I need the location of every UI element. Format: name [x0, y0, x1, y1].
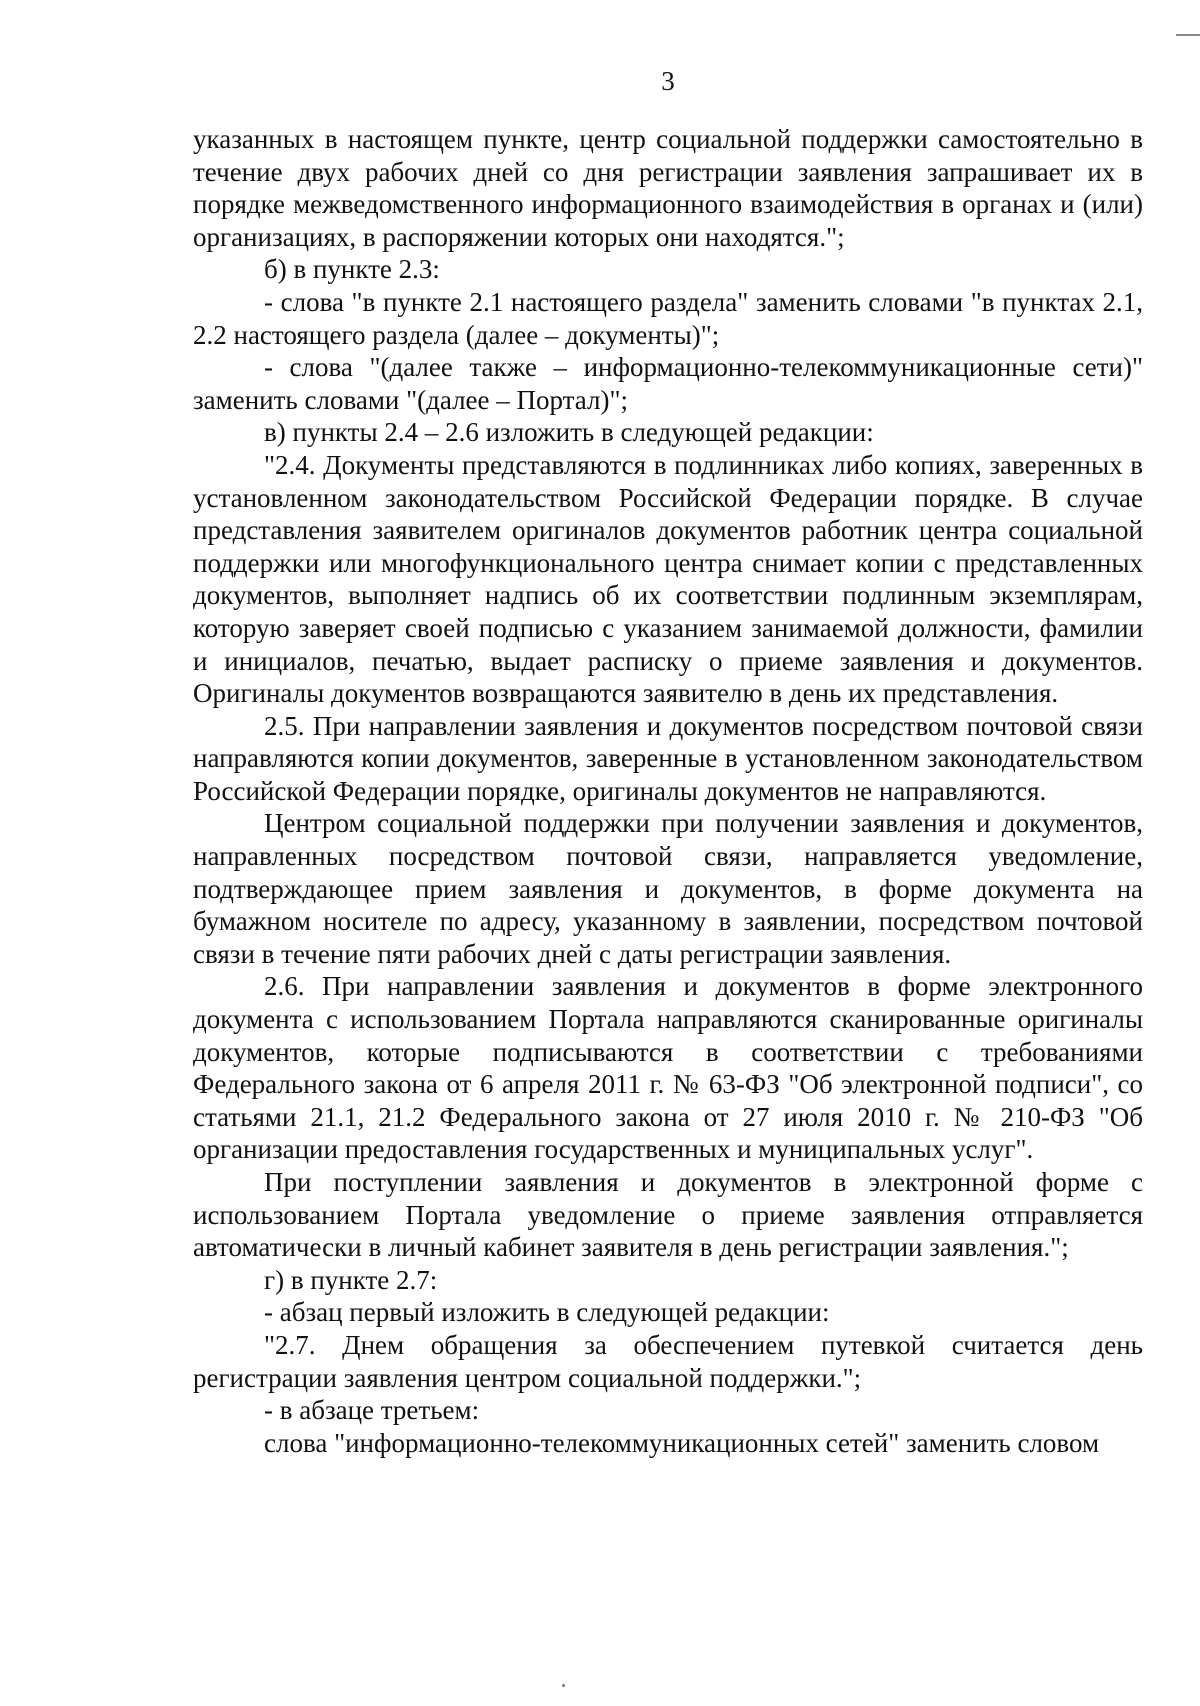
scan-dot [562, 1684, 565, 1687]
paragraph-replace-words-3: слова "информационно-телекоммуникационных сетей" заменить словом [264, 1427, 1100, 1458]
paragraph-subitem-v: в) пункты 2.4 – 2.6 изложить в следующей редакции: [264, 417, 874, 448]
document-body [193, 123, 1143, 1459]
paragraph-electronic-notice: При поступлении заявления и документов в электронной форме с использованием Портала уведомление о приеме заявления отправляется автоматически в личный кабинет заявителя в день регистрации заявления."; [193, 1167, 1143, 1263]
paragraph-clause-2-6: 2.6. При направлении заявления и документов в форме электронного документа с использованием Портала направляются сканированные оригиналы документов, которые подписываются в соответствии с требованиями Федерального закона от 6 апреля 2011 г. № 63-ФЗ "Об электронной подписи", со статьями 21.1, 21.2 Федерального закона от 27 июля 2010 г. № 210-ФЗ "Об организации предоставления государственных и муниципальных услуг". [193, 971, 1143, 1165]
paragraph-clause-2-4: "2.4. Документы представляются в подлинниках либо копиях, заверенных в установленном законодательством Российской Федерации порядке. В случае представления заявителем оригиналов документов работник центра социальной поддержки или многофункционального центра снимает копии с представленных документов, выполняет надпись об их соответствии подлинным экземплярам, которую заверяет своей подписью с указанием занимаемой должности, фамилии и инициалов, печатью, выдает расписку о приеме заявления и документов. Оригиналы документов возвращаются заявителю в день их представления. [193, 449, 1143, 709]
paragraph-continuation: указанных в настоящем пункте, центр социальной поддержки самостоятельно в течение двух рабочих дней со дня регистрации заявления запрашивает их в порядке межведомственного информационного взаимодействия в органах и (или) организациях, в распоряжении которых они находятся."; [193, 124, 1143, 252]
paragraph-clause-2-7: "2.7. Днем обращения за обеспечением путевкой считается день регистрации заявления центром социальной поддержки."; [193, 1329, 1143, 1393]
paragraph-first-abzac: - абзац первый изложить в следующей редакции: [264, 1297, 830, 1328]
paragraph-postal-notice: Центром социальной поддержки при получении заявления и документов, направленных посредством почтовой связи, направляется уведомление, подтверждающее прием заявления и документов, в форме документа на бумажном носителе по адресу, указанному в заявлении, посредством почтовой связи в течение пяти рабочих дней с даты регистрации заявления. [193, 808, 1143, 969]
paragraph-subitem-g: г) в пункте 2.7: [264, 1264, 438, 1295]
paragraph-subitem-b: б) в пункте 2.3: [264, 254, 440, 285]
scan-edge-mark [1176, 34, 1200, 36]
paragraph-clause-2-5: 2.5. При направлении заявления и документов посредством почтовой связи направляются копии документов, заверенные в установленном законодательством Российской Федерации порядке, оригиналы документов не направляются. [193, 710, 1143, 806]
paragraph-replace-words-1: - слова "в пункте 2.1 настоящего раздела" заменить словами "в пунктах 2.1, 2.2 настоящего раздела (далее – документы)"; [193, 286, 1143, 350]
paragraph-third-abzac: - в абзаце третьем: [264, 1395, 480, 1426]
paragraph-replace-words-2: - слова "(далее также – информационно-телекоммуникационные сети)" заменить словами "(далее – Портал)"; [193, 352, 1143, 415]
page-number: 3 [661, 66, 675, 96]
